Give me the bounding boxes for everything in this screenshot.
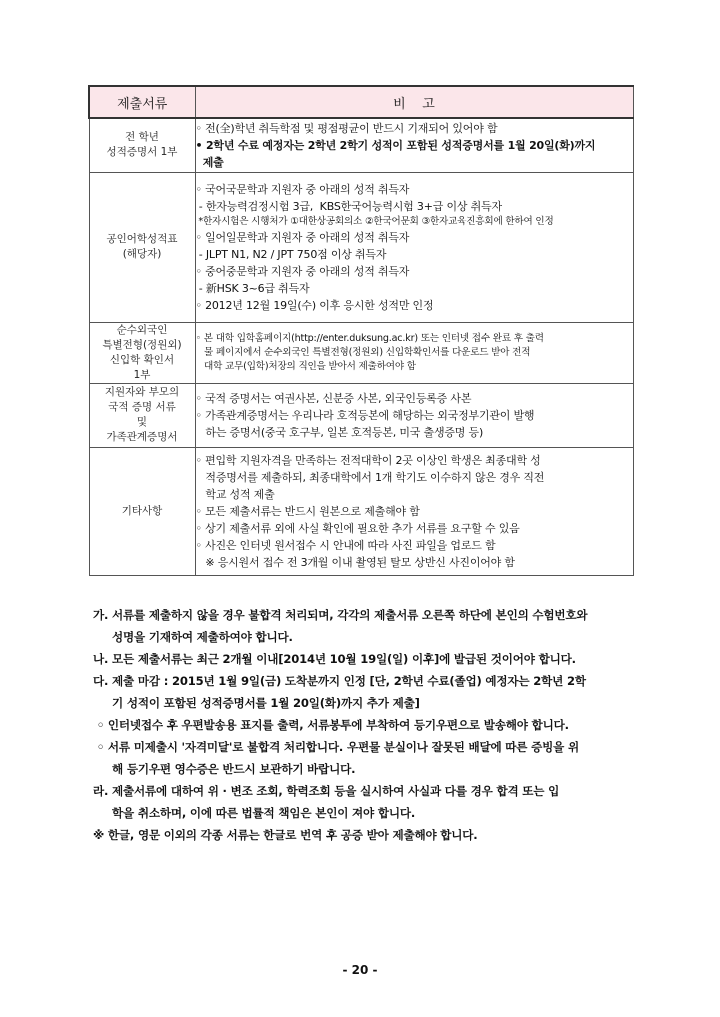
table-row <box>89 383 633 447</box>
remark-line: ◦ 본 대학 입학홈페이지(http://enter.duksung.ac.kr) 또는 인터넷 접수 완료 후 출력 <box>195 332 544 344</box>
document-name-line: 특별전형(정원외) <box>102 338 182 351</box>
header-documents: 제출서류 <box>89 86 195 118</box>
remark-line: ◦ 국어국문학과 지원자 중 아래의 성적 취득자 <box>195 182 410 196</box>
remarks-cell <box>195 322 633 383</box>
document-name-line: 및 <box>136 416 148 428</box>
remark-line: 제출 <box>195 155 224 169</box>
header-remarks: 비 고 <box>195 86 633 118</box>
remark-line: - 新HSK 3~6급 취득자 <box>195 281 310 295</box>
remark-line: ◦ 가족관계증명서는 우리나라 호적등본에 해당하는 외국정부기관이 발행 <box>195 408 535 422</box>
table-row <box>89 447 633 575</box>
document-name-cell <box>89 172 195 322</box>
table-row <box>89 172 633 322</box>
document-name-cell <box>89 447 195 575</box>
remark-line: - JLPT N1, N2 / JPT 750점 이상 취득자 <box>195 247 387 261</box>
table-row <box>89 118 633 172</box>
remark-line: ◦ 일어일문학과 지원자 중 아래의 성적 취득자 <box>195 230 410 244</box>
note-line: 가. 서류를 제출하지 않을 경우 불합격 처리되며, 각각의 제출서류 오른쪽 하단에 본인의 수험번호와 <box>93 608 588 622</box>
note-line: 해 등기우편 영수증은 반드시 보관하기 바랍니다. <box>112 762 356 776</box>
remark-line: ◦ 전(全)학년 취득학점 및 평점평균이 반드시 기재되어 있어야 함 <box>195 121 498 135</box>
table-header-row <box>89 86 633 118</box>
document-name-line: 국적 증명 서류 <box>108 401 176 413</box>
remarks-cell <box>195 172 633 322</box>
document-name-cell <box>89 322 195 383</box>
page-number: - 20 - <box>342 963 378 977</box>
remark-line: ◦ 사진은 인터넷 원서접수 시 안내에 따라 사진 파일을 업로드 함 <box>195 538 496 552</box>
note-line: 기 성적이 포함된 성적증명서를 1월 20일(화)까지 추가 제출] <box>112 696 420 710</box>
note-line: 나. 모든 제출서류는 최근 2개월 이내[2014년 10월 19일(일) 이후]에 발급된 것이어야 합니다. <box>93 652 576 666</box>
note-line: ※ 한글, 영문 이외의 각종 서류는 한글로 번역 후 공증 받아 제출해야 합니다. <box>93 828 478 842</box>
note-line: 다. 제출 마감 : 2015년 1월 9일(금) 도착분까지 인정 [단, 2학년 수료(졸업) 예정자는 2학년 2학 <box>93 674 586 688</box>
remark-line: 대학 교무(입학)처장의 직인을 받아서 제출하여야 함 <box>195 360 416 372</box>
document-name-line: 성적증명서 1부 <box>106 146 178 159</box>
note-line: 라. 제출서류에 대하여 위 · 변조 조회, 학력조회 등을 실시하여 사실과 다를 경우 합격 또는 입 <box>93 784 560 798</box>
submission-notes <box>93 604 653 846</box>
document-name-line: (해당자) <box>122 248 162 260</box>
table-row <box>89 322 633 383</box>
remark-line: 하는 증명서(중국 호구부, 일본 호적등본, 미국 출생증명 등) <box>195 425 484 439</box>
document-name-line: 1부 <box>133 368 151 381</box>
note-line: ◦ 인터넷접수 후 우편발송용 표지를 출력, 서류봉투에 부착하여 등기우편으로 발송해야 합니다. <box>93 718 569 732</box>
remark-line: • 2학년 수료 예정자는 2학년 2학기 성적이 포함된 성적증명서를 1월 20일(화)까지 <box>195 138 596 152</box>
document-name-line: 순수외국인 <box>116 323 168 336</box>
remarks-cell <box>195 383 633 447</box>
document-name-cell <box>89 383 195 447</box>
remark-line: ◦ 편입학 지원자격을 만족하는 전적대학이 2곳 이상인 학생은 최종대학 성 <box>195 453 541 467</box>
remark-line: 학교 성적 제출 <box>195 487 275 501</box>
note-line: 학을 취소하며, 이에 따른 법률적 책임은 본인이 져야 합니다. <box>112 806 416 820</box>
document-name-line: 공인어학성적표 <box>106 233 178 245</box>
remark-line: ◦ 국적 증명서는 여권사본, 신분증 사본, 외국인등록증 사본 <box>195 391 472 405</box>
remark-line: ◦ 모든 제출서류는 반드시 원본으로 제출해야 함 <box>195 504 420 518</box>
remarks-cell <box>195 447 633 575</box>
remark-line: - 한자능력검정시험 3급, KBS한국어능력시험 3+급 이상 취득자 <box>195 199 502 213</box>
document-name-line: 기타사항 <box>121 504 163 517</box>
remarks-cell <box>195 118 633 172</box>
note-line: ◦ 서류 미제출시 '자격미달'로 불합격 처리합니다. 우편물 분실이나 잘못된 배달에 따른 증빙을 위 <box>93 740 579 754</box>
remark-line: *한자시험은 시행처가 ①대한상공회의소 ②한국어문회 ③한자교육진흥회에 한하여 인정 <box>195 215 554 227</box>
document-name-line: 지원자와 부모의 <box>104 386 180 398</box>
submission-documents-table <box>88 85 634 576</box>
note-line: 성명을 기재하여 제출하여야 합니다. <box>112 630 293 644</box>
remark-line: ◦ 상기 제출서류 외에 사실 확인에 필요한 추가 서류를 요구할 수 있음 <box>195 521 520 535</box>
document-name-cell <box>89 118 195 172</box>
document-name-line: 신입학 확인서 <box>109 353 175 366</box>
remark-line: 물 페이지에서 순수외국인 특별전형(정원외) 신입학확인서를 다운로드 받아 전적 <box>195 346 531 358</box>
document-name-line: 가족관계증명서 <box>106 431 178 443</box>
remark-line: ◦ 2012년 12월 19일(수) 이후 응시한 성적만 인정 <box>195 298 434 312</box>
remark-line: ※ 응시원서 접수 전 3개월 이내 촬영된 탈모 상반신 사진이어야 함 <box>195 555 515 569</box>
remark-line: ◦ 중어중문학과 지원자 중 아래의 성적 취득자 <box>195 264 410 278</box>
remark-line: 적증명서를 제출하되, 최종대학에서 1개 학기도 이수하지 않은 경우 직전 <box>195 470 545 484</box>
document-name-line: 전 학년 <box>125 131 159 144</box>
